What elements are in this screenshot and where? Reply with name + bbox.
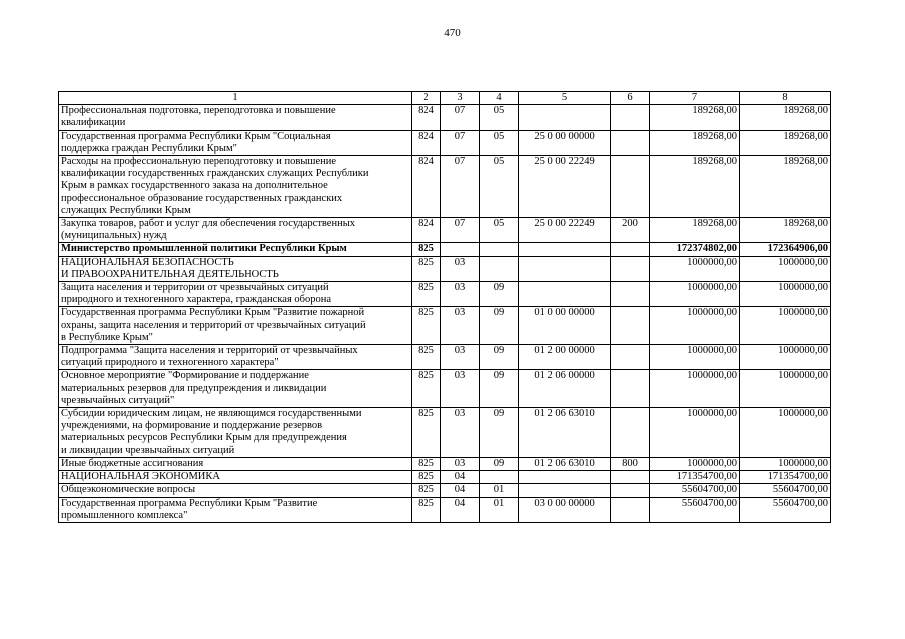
column-header-3: 3 — [441, 92, 480, 105]
row-name: Профессиональная подготовка, переподготовка и повышение квалификации — [59, 105, 412, 130]
row-target-article: 01 2 06 00000 — [519, 370, 611, 408]
row-name: Министерство промышленной политики Республики Крым — [59, 243, 412, 256]
row-target-article — [519, 105, 611, 130]
row-subsection-code: 09 — [480, 457, 519, 470]
table-row — [59, 282, 831, 307]
row-amount-year-2: 1000000,00 — [740, 282, 831, 307]
row-amount-year-2: 55604700,00 — [740, 484, 831, 497]
row-name: Общеэкономические вопросы — [59, 484, 412, 497]
row-target-article — [519, 256, 611, 281]
row-amount-year-1: 1000000,00 — [650, 408, 740, 458]
row-ministry-code: 825 — [412, 282, 441, 307]
column-header-2: 2 — [412, 92, 441, 105]
row-expense-type — [611, 345, 650, 370]
row-section-code: 04 — [441, 484, 480, 497]
table-row — [59, 243, 831, 256]
row-target-article: 01 2 00 00000 — [519, 345, 611, 370]
row-amount-year-2: 172364906,00 — [740, 243, 831, 256]
row-amount-year-1: 55604700,00 — [650, 497, 740, 522]
row-amount-year-2: 1000000,00 — [740, 408, 831, 458]
row-name: Подпрограмма "Защита населения и территорий от чрезвычайных ситуаций природного и техногенного характера" — [59, 345, 412, 370]
column-header-7: 7 — [650, 92, 740, 105]
table-row — [59, 370, 831, 408]
row-expense-type: 800 — [611, 457, 650, 470]
row-amount-year-2: 189268,00 — [740, 218, 831, 243]
row-section-code: 03 — [441, 345, 480, 370]
row-amount-year-1: 1000000,00 — [650, 457, 740, 470]
row-section-code: 07 — [441, 105, 480, 130]
row-name: Государственная программа Республики Крым "Развитие промышленного комплекса" — [59, 497, 412, 522]
row-amount-year-2: 189268,00 — [740, 156, 831, 218]
row-subsection-code: 01 — [480, 497, 519, 522]
row-expense-type — [611, 130, 650, 155]
row-name: Закупка товаров, работ и услуг для обеспечения государственных (муниципальных) нужд — [59, 218, 412, 243]
row-expense-type — [611, 307, 650, 345]
row-section-code — [441, 243, 480, 256]
row-amount-year-2: 1000000,00 — [740, 345, 831, 370]
column-header-1: 1 — [59, 92, 412, 105]
table-row — [59, 256, 831, 281]
row-amount-year-2: 1000000,00 — [740, 256, 831, 281]
table-row — [59, 457, 831, 470]
row-amount-year-1: 189268,00 — [650, 105, 740, 130]
row-ministry-code: 825 — [412, 408, 441, 458]
table-row — [59, 218, 831, 243]
row-name: Расходы на профессиональную переподготовку и повышение квалификации государственных гражданских служащих Республики Крым в рамках государственного заказа на дополнительное профессиональное образование государственных гражданских служащих Республики Крым — [59, 156, 412, 218]
row-section-code: 03 — [441, 307, 480, 345]
row-section-code: 07 — [441, 130, 480, 155]
row-ministry-code: 825 — [412, 256, 441, 281]
row-amount-year-2: 1000000,00 — [740, 370, 831, 408]
row-target-article: 25 0 00 00000 — [519, 130, 611, 155]
table-row — [59, 484, 831, 497]
table-row — [59, 471, 831, 484]
row-amount-year-2: 171354700,00 — [740, 471, 831, 484]
column-header-4: 4 — [480, 92, 519, 105]
row-expense-type — [611, 484, 650, 497]
row-expense-type — [611, 408, 650, 458]
page-number: 470 — [444, 27, 461, 39]
row-amount-year-2: 1000000,00 — [740, 457, 831, 470]
row-target-article — [519, 471, 611, 484]
table-row — [59, 307, 831, 345]
row-section-code: 03 — [441, 408, 480, 458]
row-target-article: 01 0 00 00000 — [519, 307, 611, 345]
row-subsection-code: 05 — [480, 218, 519, 243]
row-expense-type — [611, 156, 650, 218]
row-subsection-code: 05 — [480, 156, 519, 218]
row-target-article: 01 2 06 63010 — [519, 457, 611, 470]
row-amount-year-1: 1000000,00 — [650, 256, 740, 281]
row-ministry-code: 825 — [412, 497, 441, 522]
row-amount-year-1: 189268,00 — [650, 156, 740, 218]
row-amount-year-1: 172374802,00 — [650, 243, 740, 256]
row-amount-year-1: 171354700,00 — [650, 471, 740, 484]
row-ministry-code: 825 — [412, 370, 441, 408]
row-ministry-code: 825 — [412, 243, 441, 256]
row-amount-year-2: 1000000,00 — [740, 307, 831, 345]
row-amount-year-1: 1000000,00 — [650, 345, 740, 370]
row-expense-type — [611, 256, 650, 281]
table-row — [59, 105, 831, 130]
column-header-8: 8 — [740, 92, 831, 105]
row-name: Иные бюджетные ассигнования — [59, 457, 412, 470]
row-target-article — [519, 484, 611, 497]
table-body — [59, 105, 831, 523]
row-target-article: 03 0 00 00000 — [519, 497, 611, 522]
row-target-article — [519, 282, 611, 307]
row-ministry-code: 825 — [412, 457, 441, 470]
row-ministry-code: 824 — [412, 130, 441, 155]
row-name: Основное мероприятие "Формирование и поддержание материальных резервов для предупреждения и ликвидации чрезвычайных ситуаций" — [59, 370, 412, 408]
row-expense-type — [611, 282, 650, 307]
row-name: НАЦИОНАЛЬНАЯ БЕЗОПАСНОСТЬ И ПРАВООХРАНИТЕЛЬНАЯ ДЕЯТЕЛЬНОСТЬ — [59, 256, 412, 281]
row-name: НАЦИОНАЛЬНАЯ ЭКОНОМИКА — [59, 471, 412, 484]
row-name: Субсидии юридическим лицам, не являющимся государственными учреждениями, на формирование и поддержание резервов материальных ресурсов Республики Крым для предупреждения и ликвидации чрезвычайных ситуаций — [59, 408, 412, 458]
row-target-article: 25 0 00 22249 — [519, 156, 611, 218]
row-amount-year-2: 189268,00 — [740, 105, 831, 130]
row-amount-year-2: 189268,00 — [740, 130, 831, 155]
row-subsection-code: 09 — [480, 282, 519, 307]
row-ministry-code: 824 — [412, 156, 441, 218]
column-header-6: 6 — [611, 92, 650, 105]
table-header-row — [59, 92, 831, 105]
row-amount-year-1: 1000000,00 — [650, 370, 740, 408]
row-amount-year-1: 1000000,00 — [650, 282, 740, 307]
row-expense-type — [611, 471, 650, 484]
row-expense-type — [611, 370, 650, 408]
row-ministry-code: 825 — [412, 307, 441, 345]
row-name: Государственная программа Республики Крым "Развитие пожарной охраны, защита населения и территорий от чрезвычайных ситуаций в Республике Крым" — [59, 307, 412, 345]
row-subsection-code: 01 — [480, 484, 519, 497]
row-expense-type — [611, 105, 650, 130]
table-row — [59, 345, 831, 370]
row-subsection-code: 09 — [480, 408, 519, 458]
row-subsection-code: 09 — [480, 345, 519, 370]
row-subsection-code — [480, 243, 519, 256]
row-amount-year-1: 189268,00 — [650, 218, 740, 243]
row-expense-type — [611, 243, 650, 256]
table-row — [59, 408, 831, 458]
row-expense-type — [611, 497, 650, 522]
row-section-code: 03 — [441, 256, 480, 281]
row-ministry-code: 824 — [412, 218, 441, 243]
row-expense-type: 200 — [611, 218, 650, 243]
row-target-article: 25 0 00 22249 — [519, 218, 611, 243]
row-amount-year-1: 55604700,00 — [650, 484, 740, 497]
row-subsection-code — [480, 256, 519, 281]
column-header-5: 5 — [519, 92, 611, 105]
row-subsection-code: 09 — [480, 307, 519, 345]
row-section-code: 04 — [441, 471, 480, 484]
row-ministry-code: 825 — [412, 471, 441, 484]
row-amount-year-2: 55604700,00 — [740, 497, 831, 522]
table-row — [59, 497, 831, 522]
row-ministry-code: 824 — [412, 105, 441, 130]
row-section-code: 03 — [441, 457, 480, 470]
table-row — [59, 130, 831, 155]
table-row — [59, 156, 831, 218]
row-section-code: 03 — [441, 282, 480, 307]
row-ministry-code: 825 — [412, 484, 441, 497]
budget-table — [58, 91, 831, 523]
row-amount-year-1: 1000000,00 — [650, 307, 740, 345]
row-amount-year-1: 189268,00 — [650, 130, 740, 155]
row-subsection-code — [480, 471, 519, 484]
row-section-code: 04 — [441, 497, 480, 522]
row-target-article — [519, 243, 611, 256]
row-target-article: 01 2 06 63010 — [519, 408, 611, 458]
row-subsection-code: 05 — [480, 105, 519, 130]
row-name: Государственная программа Республики Крым "Социальная поддержка граждан Республики Крым" — [59, 130, 412, 155]
row-section-code: 03 — [441, 370, 480, 408]
row-name: Защита населения и территории от чрезвычайных ситуаций природного и техногенного характера, гражданская оборона — [59, 282, 412, 307]
row-subsection-code: 09 — [480, 370, 519, 408]
row-section-code: 07 — [441, 218, 480, 243]
row-section-code: 07 — [441, 156, 480, 218]
row-ministry-code: 825 — [412, 345, 441, 370]
row-subsection-code: 05 — [480, 130, 519, 155]
